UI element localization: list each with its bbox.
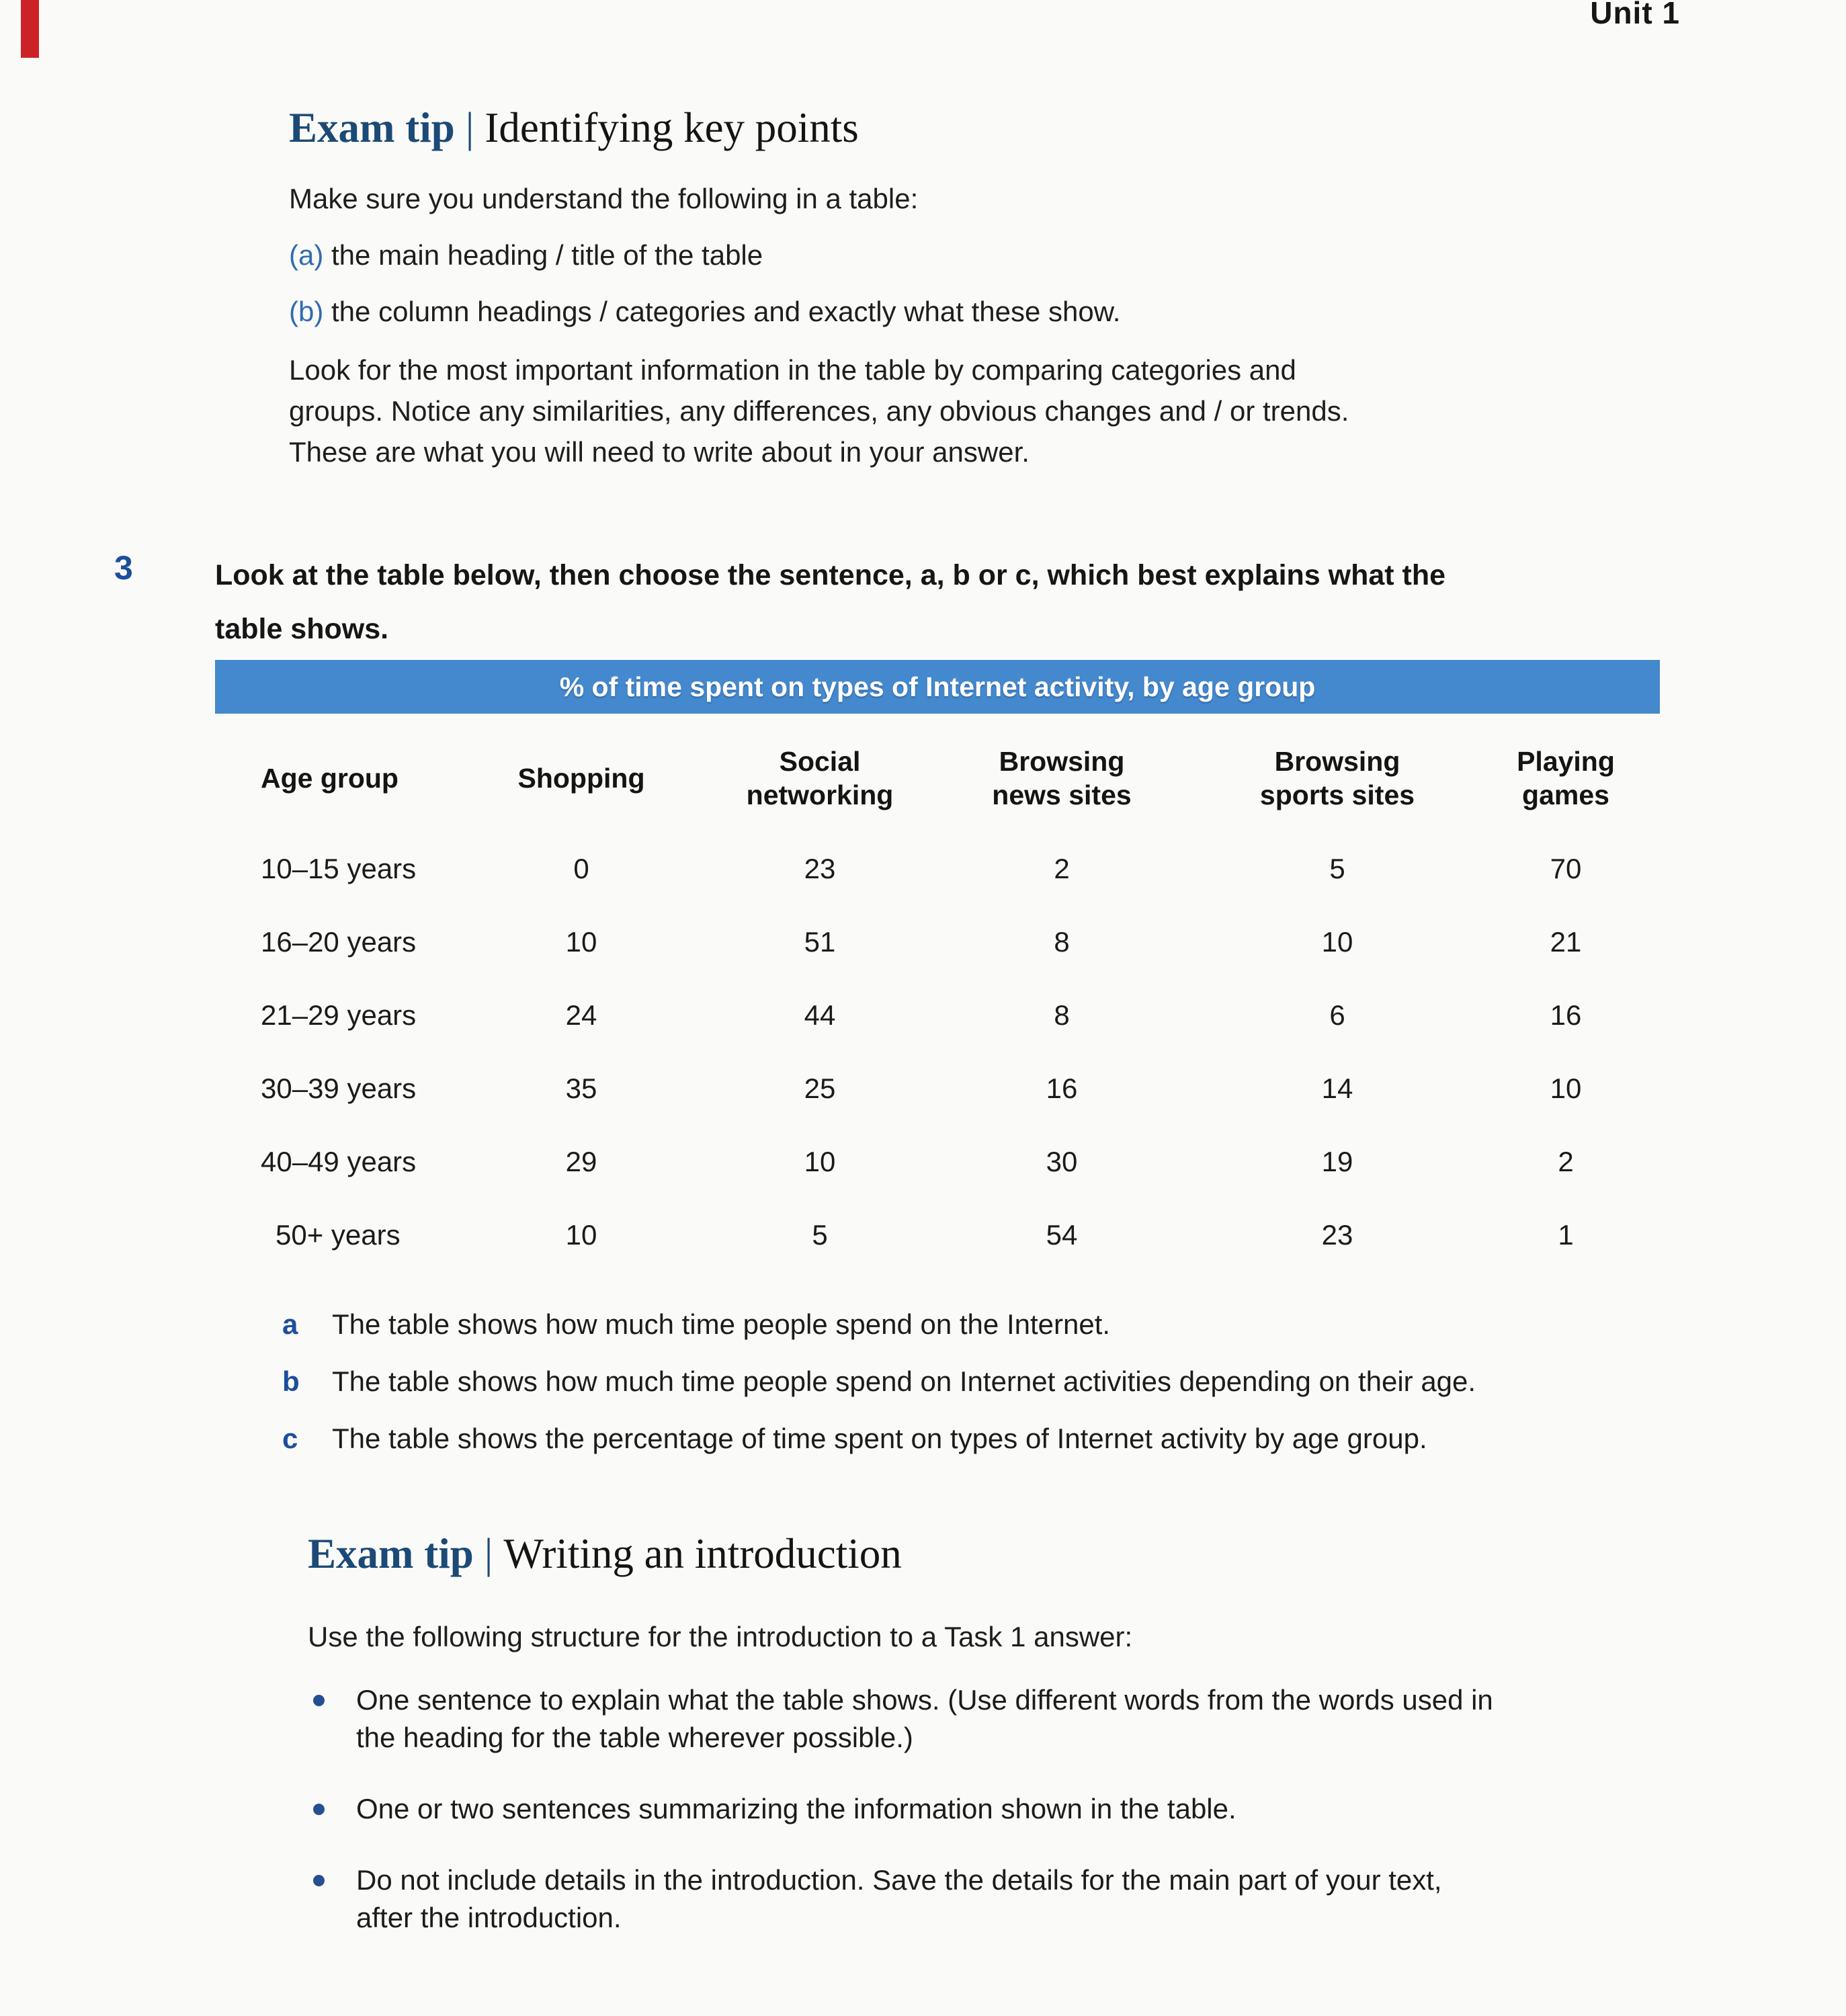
exam-tip-1-title: Identifying key points <box>485 104 859 151</box>
table-cell: 5 <box>812 1218 828 1251</box>
item-b-text: the column headings / categories and exactly what these show. <box>331 296 1121 327</box>
tip1-item-b <box>289 294 1606 329</box>
table-cell: 0 <box>573 852 589 884</box>
option-b-text: The table shows how much time people spend on Internet activities depending on their age. <box>332 1366 1476 1397</box>
table-cell: 24 <box>565 999 597 1031</box>
table-cell: 10 <box>804 1145 836 1177</box>
row-label: 16–20 years <box>261 925 417 958</box>
exam-tip-identifying-key-points <box>289 101 1606 472</box>
tip1-item-a <box>289 238 1606 273</box>
table-cell: 51 <box>804 925 836 958</box>
table-cell: 54 <box>1046 1218 1078 1251</box>
table-row <box>215 1198 1660 1271</box>
table-cell: 44 <box>804 999 836 1031</box>
tip1-paragraph-line: Look for the most important information in the table by comparing categories and <box>289 354 1296 386</box>
table-cell: 8 <box>1054 925 1070 958</box>
table-cell: 30 <box>1046 1145 1078 1177</box>
tip1-intro: Make sure you understand the following in a table: <box>289 183 919 214</box>
bullet-text: One or two sentences summarizing the information shown in the table. <box>356 1793 1236 1824</box>
exam-tip-1-heading <box>289 101 1606 155</box>
tip2-intro: Use the following structure for the introduction to a Task 1 answer: <box>308 1621 1133 1652</box>
list-item <box>308 1861 1504 1937</box>
option-a-letter: a <box>282 1308 298 1340</box>
tip2-bullet-list <box>308 1681 1504 1937</box>
table-row <box>215 1125 1660 1198</box>
table-cell: 23 <box>804 852 836 884</box>
table-cell: 6 <box>1329 999 1345 1031</box>
tip1-paragraph-line: groups. Notice any similarities, any differences, any obvious changes and / or trends. <box>289 395 1349 427</box>
exercise-instruction-line: table shows. <box>215 613 389 645</box>
option-c-text: The table shows the percentage of time spent on types of Internet activity by age group. <box>332 1423 1427 1454</box>
tip1-paragraph <box>289 349 1606 472</box>
table-cell: 23 <box>1321 1218 1353 1251</box>
item-b-marker: (b) <box>289 296 324 327</box>
table-cell: 35 <box>565 1072 597 1104</box>
red-edge-mark <box>21 0 39 58</box>
table-header-row <box>215 745 1660 812</box>
column-header: Playing games <box>1517 746 1615 810</box>
column-header: Browsing news sites <box>992 746 1132 810</box>
exam-tip-1-separator: | <box>465 104 474 151</box>
column-header: Age group <box>261 763 398 794</box>
table-cell: 10 <box>565 1218 597 1251</box>
bullet-text: Do not include details in the introduction. Save the details for the main part of your text, after the introduction. <box>356 1864 1442 1933</box>
exercise-number: 3 <box>114 549 133 587</box>
table-row <box>215 978 1660 1052</box>
option-c-letter: c <box>282 1423 298 1454</box>
table-cell: 10 <box>1550 1072 1582 1104</box>
table-row <box>215 832 1660 905</box>
table-body <box>215 832 1660 1271</box>
column-header: Shopping <box>517 763 645 794</box>
item-a-marker: (a) <box>289 239 324 271</box>
table-cell: 25 <box>804 1072 836 1104</box>
option-b-letter: b <box>282 1366 300 1397</box>
table-cell: 8 <box>1054 999 1070 1031</box>
option-a <box>282 1308 1761 1341</box>
column-header: Social networking <box>746 746 894 810</box>
internet-activity-table <box>215 660 1660 1271</box>
table-cell: 16 <box>1046 1072 1078 1104</box>
table-cell: 16 <box>1550 999 1582 1031</box>
exam-tip-1-label: Exam tip <box>289 104 455 151</box>
table-cell: 5 <box>1329 852 1345 884</box>
option-a-text: The table shows how much time people spend on the Internet. <box>332 1308 1111 1340</box>
exam-tip-2-separator: | <box>484 1530 493 1577</box>
table-cell: 10 <box>1321 925 1353 958</box>
exam-tip-2-heading <box>308 1527 1585 1581</box>
tip1-paragraph-line: These are what you will need to write about in your answer. <box>289 436 1030 468</box>
column-header: Browsing sports sites <box>1259 746 1415 810</box>
table-title-bar <box>215 660 1660 714</box>
row-label: 30–39 years <box>261 1072 417 1104</box>
table-cell: 2 <box>1558 1145 1574 1177</box>
table-cell: 1 <box>1558 1218 1574 1251</box>
exercise-instruction <box>215 548 1660 656</box>
unit-label: Unit 1 <box>1590 0 1680 30</box>
answer-options <box>282 1308 1761 1479</box>
table-cell: 2 <box>1054 852 1070 884</box>
list-item <box>308 1681 1504 1757</box>
row-label: 40–49 years <box>261 1145 417 1177</box>
exam-tip-writing-an-introduction <box>308 1527 1585 1937</box>
row-label: 10–15 years <box>261 852 417 884</box>
table-cell: 19 <box>1321 1145 1353 1177</box>
table-title: % of time spent on types of Internet activity, by age group <box>559 671 1316 702</box>
option-c <box>282 1422 1761 1456</box>
bullet-icon <box>313 1804 325 1815</box>
option-b <box>282 1365 1761 1398</box>
row-label: 21–29 years <box>261 999 417 1031</box>
table-cell: 29 <box>565 1145 597 1177</box>
row-label: 50+ years <box>276 1218 401 1251</box>
exam-tip-2-label: Exam tip <box>308 1530 474 1577</box>
exercise-instruction-line: Look at the table below, then choose the sentence, a, b or c, which best explains what the <box>215 559 1446 591</box>
table-row <box>215 905 1660 978</box>
table-cell: 10 <box>565 925 597 958</box>
bullet-text: One sentence to explain what the table shows. (Use different words from the words used in the heading for the table wherever possible.) <box>356 1684 1493 1753</box>
list-item <box>308 1790 1504 1828</box>
exercise-3 <box>114 548 1660 656</box>
table-cell: 21 <box>1550 925 1582 958</box>
bullet-icon <box>313 1695 325 1706</box>
table-row <box>215 1052 1660 1125</box>
table-cell: 70 <box>1550 852 1582 884</box>
bullet-icon <box>313 1875 325 1886</box>
item-a-text: the main heading / title of the table <box>331 239 763 271</box>
table-cell: 14 <box>1321 1072 1353 1104</box>
exam-tip-2-title: Writing an introduction <box>503 1530 902 1577</box>
